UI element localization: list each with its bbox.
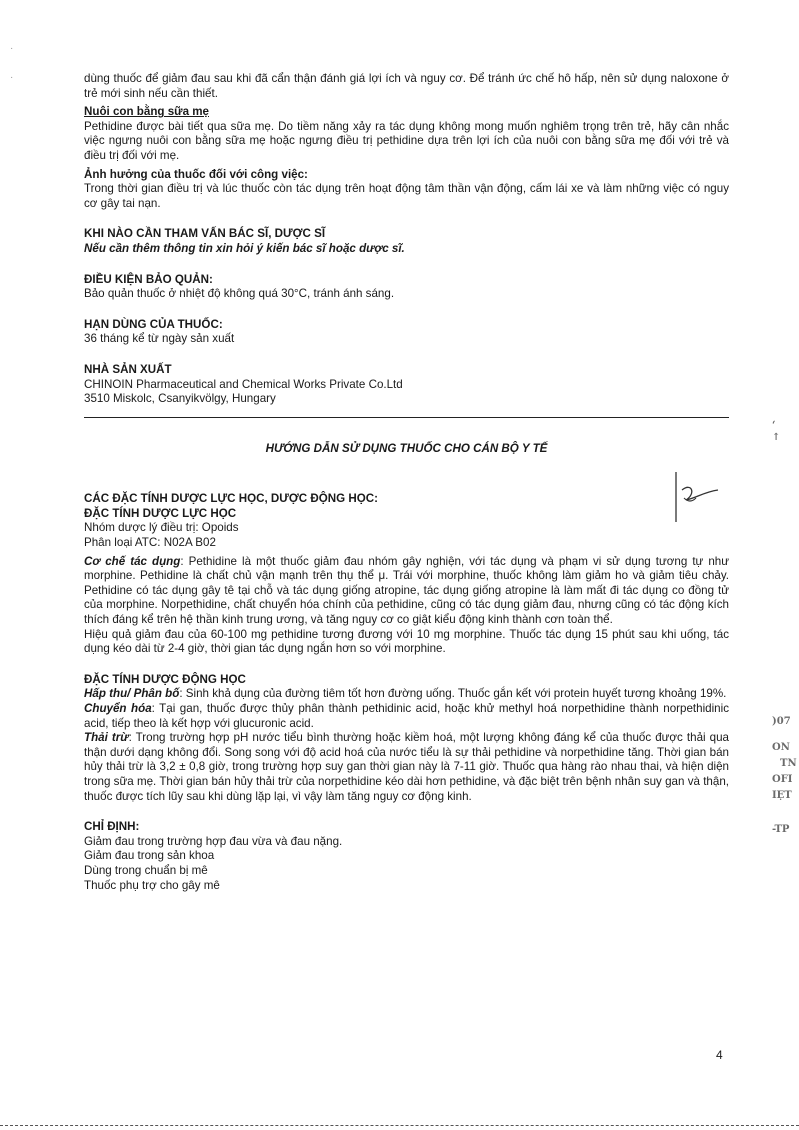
stamp-fragment: -TP <box>772 824 790 835</box>
elimination-paragraph <box>84 731 729 804</box>
elimination-label: Thải trừ <box>84 731 129 745</box>
mechanism-text: : Pethidine là một thuốc giảm đau nhóm gây nghiện, với tác dụng và phạm vi sử dụng tương tự như morphine. Pethidine là chất chủ vận mạnh trên thụ thể μ. Trái với morphine, thuốc không làm giảm ho và giảm tiêu chảy. Pethidine có tác dụng gây tê tại chỗ và tác dụng giống atropine, tác dụng giống atropine là làm mất đi tác dụng co đồng tử của morphine. Norpethidine, chất chuyển hóa chính của pethidine, cũng có tác dụng giảm đau, nhưng cũng có tác động kích thích đáng kể trên hệ thần kinh trung ương, và tăng nguy cơ co giật kiểu động kinh thành cơn toàn thể. <box>84 554 729 627</box>
stamp-fragment: IỆT <box>772 790 792 801</box>
bottom-edge-line <box>0 1125 799 1126</box>
pharmacokinetics-heading: ĐẶC TÍNH DƯỢC ĐỘNG HỌC <box>84 672 246 686</box>
signature-icon <box>662 468 722 528</box>
document-page <box>84 72 729 893</box>
absorption-text: : Sinh khả dụng của đường tiêm tốt hơn đường uống. Thuốc gắn kết với protein huyết tương khoảng 19%. <box>179 687 727 701</box>
elimination-text: : Trong trường hợp pH nước tiểu bình thường hoặc kiềm hoá, một lượng không đáng kể của thuốc được thải qua thận dưới dạng không đổi. Song song với độ acid hoá của nước tiểu là sự thải pethidine và norpethidine tăng. Thời gian bán hủy thải trừ là 3,2 ± 0,8 giờ, trong trường hợp suy gan thời gian này là 7-11 giờ. Thuốc qua hàng rào nhau thai, và hiện diện trong sữa mẹ. Thời gian bán hủy thải trừ của norpethidine kéo dài hơn pethidine, và đặc biệt trên bệnh nhân suy gan và thận, thuốc được tích lũy sau khi dùng lặp lại, vì vậy làm tăng nguy cơ động kinh. <box>84 731 730 803</box>
consult-heading: KHI NÀO CẦN THAM VẤN BÁC SĨ, DƯỢC SĨ <box>84 227 326 241</box>
expiry-text: 36 tháng kể từ ngày sản xuất <box>84 332 235 346</box>
page-number: 4 <box>716 1048 723 1062</box>
breastfeeding-heading: Nuôi con bằng sữa mẹ <box>84 105 209 119</box>
mechanism-paragraph <box>84 555 729 628</box>
margin-mark: · · <box>10 43 14 84</box>
stamp-fragment: )07 <box>772 716 791 727</box>
storage-text: Bảo quản thuốc ở nhiệt độ không quá 30°C, tránh ánh sáng. <box>84 287 395 301</box>
indication-item: Dùng trong chuẩn bị mê <box>84 863 208 877</box>
stamp-mark: ʻ ↑ <box>772 420 781 443</box>
efficacy-text: Hiệu quả giảm đau của 60-100 mg pethidine tương đương với 10 mg morphine. Thuốc tác dụng 15 phút sau khi uống, tác dụng kéo dài từ 2-4 giờ, thời gian tác dụng ngắn hơn so với morphine. <box>84 627 729 656</box>
pharmacologic-group: Nhóm dược lý điều trị: Opoids <box>84 521 239 535</box>
stamp-fragment: TN <box>780 758 797 769</box>
manufacturer-address: 3510 Miskolc, Csanyikvölgy, Hungary <box>84 392 276 406</box>
consult-text: Nếu cần thêm thông tin xin hỏi ý kiến bác sĩ hoặc dược sĩ. <box>84 241 405 255</box>
breastfeeding-text: Pethidine được bài tiết qua sữa mẹ. Do tiềm năng xảy ra tác dụng không mong muốn nghiêm trọng trên trẻ, hãy cân nhắc việc ngưng nuôi con bằng sữa mẹ hoặc ngưng điều trị pethidine dựa trên lợi ích của nuôi con bằng sữa mẹ đối với trẻ và điều trị đối với mẹ. <box>84 119 729 162</box>
top-paragraph: dùng thuốc để giảm đau sau khi đã cẩn thận đánh giá lợi ích và nguy cơ. Để tránh ức chế hô hấp, nên sử dụng naloxone ở trẻ mới sinh nếu cần thiết. <box>84 72 729 100</box>
indication-item: Thuốc phụ trợ cho gây mê <box>84 878 220 892</box>
stamp-fragment: OFI <box>772 774 793 785</box>
indications-heading: CHỈ ĐỊNH: <box>84 820 140 834</box>
pharmacodynamics-heading: ĐẶC TÍNH DƯỢC LỰC HỌC <box>84 506 237 520</box>
absorption-paragraph <box>84 687 729 702</box>
atc-code: Phân loại ATC: N02A B02 <box>84 536 216 550</box>
mechanism-label: Cơ chế tác dụng <box>84 554 181 568</box>
manufacturer-name: CHINOIN Pharmaceutical and Chemical Works Private Co.Ltd <box>84 377 403 391</box>
indication-item: Giảm đau trong sản khoa <box>84 849 215 863</box>
pharmacology-heading: CÁC ĐẶC TÍNH DƯỢC LỰC HỌC, DƯỢC ĐỘNG HỌC: <box>84 492 379 506</box>
metabolism-text: : Tại gan, thuốc được thủy phân thành pethidinic acid, hoặc khử methyl hoá norpethidine thành norpethidinic acid, tiếp theo là kết hợp với glucuronic acid. <box>84 702 729 730</box>
indication-item: Giảm đau trong trường hợp đau vừa và đau nặng. <box>84 834 343 848</box>
professional-section-title: HƯỚNG DẪN SỬ DỤNG THUỐC CHO CÁN BỘ Y TẾ <box>265 441 548 455</box>
metabolism-label: Chuyển hóa <box>84 702 152 715</box>
storage-heading: ĐIỀU KIỆN BẢO QUẢN: <box>84 272 213 286</box>
expiry-heading: HẠN DÙNG CỦA THUỐC: <box>84 317 223 331</box>
work-heading: Ảnh hưởng của thuốc đối với công việc: <box>84 167 308 181</box>
stamp-fragment: ÔN <box>772 742 790 753</box>
work-text: Trong thời gian điều trị và lúc thuốc còn tác dụng trên hoạt động tâm thần vận động, cấm lái xe và làm những việc có nguy cơ gây tai nạn. <box>84 182 729 210</box>
absorption-label: Hấp thu/ Phân bố <box>84 687 180 701</box>
metabolism-paragraph <box>84 702 729 731</box>
manufacturer-heading: NHÀ SẢN XUẤT <box>84 362 172 376</box>
